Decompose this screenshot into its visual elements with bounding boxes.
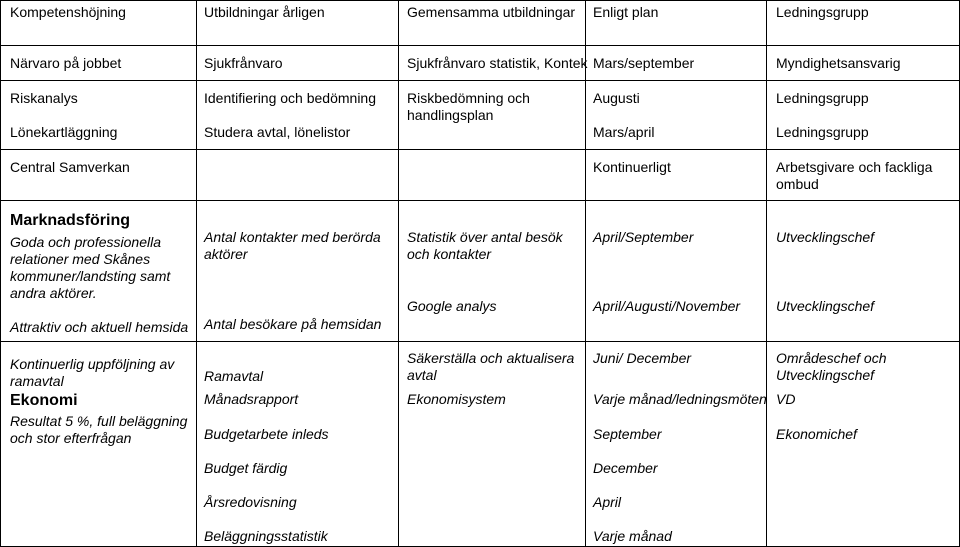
column-divider [585,0,586,547]
row-divider [0,0,960,1]
measure-cell: Årsredovisning [204,494,297,510]
method-cell: Ekonomisystem [407,391,506,407]
time-cell: Varje månad [593,528,672,544]
row-divider [0,200,960,201]
responsible-cell: Ledningsgrupp [776,124,869,140]
method-cell: Riskbedömning och handlingsplan [407,90,530,123]
responsible-cell: Myndighetsansvarig [776,55,901,71]
row-divider [0,80,960,81]
goal-cell: Central Samverkan [10,159,130,175]
measure-cell: Identifiering och bedömning [204,90,377,106]
responsible-cell: Ledningsgrupp [776,90,869,106]
responsible-cell: Utvecklingschef [776,229,875,245]
measure-cell: Studera avtal, lönelistor [204,124,351,140]
section-heading: Ekonomi [10,392,78,409]
responsible-cell: Ledningsgrupp [776,4,869,20]
goal-description: Goda och professionella relationer med Skånes kommuner/landsting samt andra aktörer. [10,234,171,301]
responsible-cell: Ekonomichef [776,426,857,442]
column-divider [196,0,197,547]
column-divider [0,0,1,547]
measure-cell: Ramavtal [204,368,264,384]
row-divider [0,341,960,342]
time-cell: Varje månad/ledningsmöten [593,391,767,407]
goal-cell: Kompetenshöjning [10,4,126,20]
method-cell: Google analys [407,298,497,314]
time-cell: April/Augusti/November [593,298,741,314]
section-heading: Marknadsföring [10,212,131,229]
time-cell: Augusti [593,90,640,106]
goal-cell: Riskanalys [10,90,78,106]
column-divider [766,0,767,547]
measure-cell: Budgetarbete inleds [204,426,329,442]
measure-cell: Antal besökare på hemsidan [204,316,382,332]
method-cell: Statistik över antal besök och kontakter [407,229,563,262]
time-cell: December [593,460,658,476]
row-divider [0,149,960,150]
time-cell: September [593,426,662,442]
time-cell: Mars/september [593,55,695,71]
measure-cell: Sjukfrånvaro [204,55,283,71]
time-cell: Kontinuerligt [593,159,671,175]
responsible-cell: VD [776,391,796,407]
method-cell: Sjukfrånvaro statistik, Kontek [407,55,588,71]
measure-cell: Budget färdig [204,460,288,476]
goal-cell: Attraktiv och aktuell hemsida [10,319,189,335]
measure-cell: Månadsrapport [204,391,299,407]
goal-cell: Lönekartläggning [10,124,118,140]
measure-cell: Beläggningsstatistik [204,528,328,544]
measure-cell: Utbildningar årligen [204,4,325,20]
goal-cell: Kontinuerlig uppföljning av ramavtal [10,356,175,389]
method-cell: Säkerställa och aktualisera avtal [407,350,575,383]
row-divider [0,45,960,46]
goal-description: Resultat 5 %, full beläggning och stor efterfrågan [10,413,188,446]
measure-cell: Antal kontakter med berörda aktörer [204,229,381,262]
responsible-cell: Områdeschef och Utvecklingschef [776,350,887,383]
time-cell: April [593,494,622,510]
responsible-cell: Arbetsgivare och fackliga ombud [776,159,933,192]
goal-cell: Närvaro på jobbet [10,55,122,71]
method-cell: Gemensamma utbildningar [407,4,576,20]
time-cell: Mars/april [593,124,655,140]
time-cell: April/September [593,229,694,245]
time-cell: Enligt plan [593,4,659,20]
responsible-cell: Utvecklingschef [776,298,875,314]
column-divider [398,0,399,547]
time-cell: Juni/ December [593,350,692,366]
